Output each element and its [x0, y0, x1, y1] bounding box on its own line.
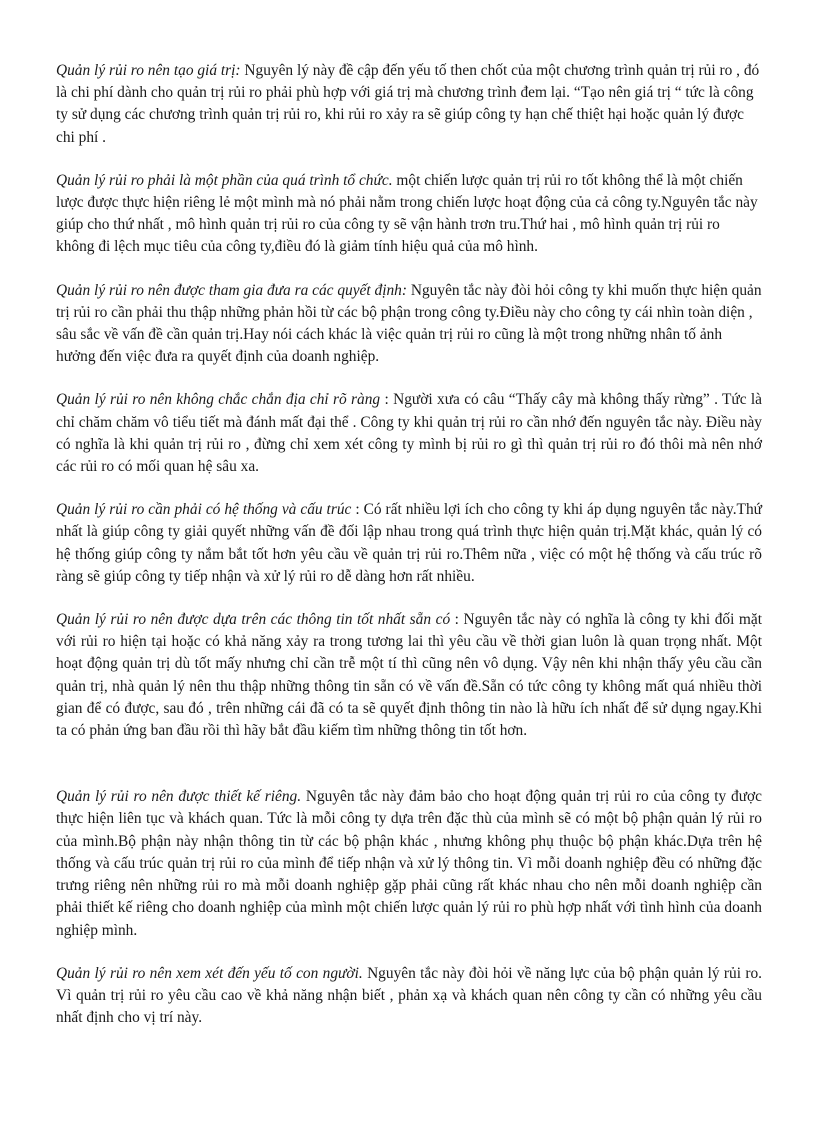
paragraph-create-value — [56, 60, 762, 149]
paragraph-tailored — [56, 786, 762, 941]
paragraph-body: : Người xưa có câu “Thấy cây mà không thấy rừng” . Tức là chỉ chăm chăm vô tiểu tiết mà đánh mất đại thể . Công ty khi quản trị rủi ro cần nhớ đến nguyên tắc này. Điều này có nghĩa là khi quản trị rủi ro , đừng chỉ xem xét công ty mình bị rủi ro gì thì quản trị rủi ro đó thôi mà nên nhớ các rủi ro có mối quan hệ sâu xa. — [56, 391, 762, 476]
paragraph-body: : Nguyên tắc này có nghĩa là công ty khi đối mặt với rủi ro hiện tại hoặc có khả năng xảy ra trong tương lai thì yêu cầu về thời gian luôn là quan trọng nhất. Một hoạt động quản trị dù tốt mấy nhưng chỉ cần trễ một tí thì cũng nên vô dụng. Vậy nên khi nhận thấy yêu cầu cần quản trị, nhà quản lý nên thu thập những thông tin sẵn có về vấn đề.Sẵn có tức công ty không mất quá nhiều thời gian để có được, sau đó , trên những cái đã có ta sẽ quyết định thông tin nào là hữu ích nhất để sử dụng ngay.Khi ta có phản ứng ban đầu rồi thì hãy bắt đầu kiếm tìm những thông tin tốt hơn. — [56, 611, 762, 740]
paragraph-heading: Quản lý rủi ro nên xem xét đến yếu tố con người. — [56, 964, 363, 982]
paragraph-body: một chiến lược quản trị rủi ro tốt không thể là một chiến lược được thực hiện riêng lẻ một mình mà nó phải nằm trong chiến lược hoạt động của cả công ty.Nguyên tắc này giúp cho thứ nhất , mô hình quản trị rủi ro của công ty sẽ vận hành trơn tru.Thứ hai , mô hình quản trị rủi ro không đi lệch mục tiêu của công ty,điều đó là giảm tính hiệu quả của mô hình. — [56, 171, 758, 256]
paragraph-heading: Quản lý rủi ro nên tạo giá trị: — [56, 62, 241, 79]
paragraph-heading: Quản lý rủi ro nên được thiết kế riêng. — [56, 788, 302, 806]
paragraph-heading: Quản lý rủi ro nên không chắc chắn địa chỉ rõ ràng — [56, 391, 381, 409]
paragraph-heading: Quản lý rủi ro phải là một phần của quá trình tổ chức. — [56, 171, 393, 189]
paragraph-human-factors — [56, 963, 762, 1030]
paragraph-heading: Quản lý rủi ro cần phải có hệ thống và cấu trúc — [56, 501, 352, 519]
paragraph-body: Nguyên lý này đề cập đến yếu tố then chốt của một chương trình quản trị rủi ro , đó là chi phí dành cho quản trị rủi ro phải phù hợp với giá trị mà chương trình đem lại. “Tạo nên giá trị “ tức là công ty sử dụng các chương trình quản trị rủi ro, khi rủi ro xảy ra sẽ giúp công ty hạn chế thiệt hại hoặc quản lý được chi phí . — [56, 62, 760, 146]
paragraph-best-information — [56, 609, 762, 742]
paragraph-body: Nguyên tắc này đảm bảo cho hoạt động quản trị rủi ro của công ty được thực hiện liên tục và khách quan. Tức là mỗi công ty dựa trên đặc thù của mình sẽ có một bộ phận quản lý rủi ro của mình.Bộ phận này nhận thông tin từ các bộ phận khác , nhưng không phụ thuộc bộ phận khác.Dựa trên hệ thống và cấu trúc quản trị rủi ro của mình để tiếp nhận và xử lý thông tin. Vì mỗi doanh nghiệp đều có những đặc trưng riêng nên những rủi ro mà mỗi doanh nghiệp gặp phải cũng rất khác nhau cho nên mỗi doanh nghiệp cần phải thiết kế riêng cho doanh nghiệp của mình một chiến lược quản lý rủi ro phù hợp nhất với tình hình của doanh nghiệp mình. — [56, 788, 763, 939]
paragraph-body: Nguyên tắc này đòi hỏi công ty khi muốn thực hiện quản trị rủi ro cần phải thu thập những phản hồi từ các bộ phận trong công ty.Điều này cho công ty cái nhìn toàn diện , sâu sắc về vấn đề cần quản trị.Hay nói cách khác là việc quản trị rủi ro cũng là một trong những nhân tố ảnh hưởng đến việc đưa ra quyết định của doanh nghiệp. — [56, 281, 762, 366]
paragraph-systematic-structure — [56, 499, 762, 588]
paragraph-body: : Có rất nhiều lợi ích cho công ty khi áp dụng nguyên tắc này.Thứ nhất là giúp công ty giải quyết những vấn đề đối lập nhau trong quá trình thực hiện quản trị.Mặt khác, quản lý có hệ thống giúp công ty nắm bắt tốt hơn yêu cầu về quản trị rủi ro.Thêm nữa , việc có một hệ thống và cấu trúc rõ ràng sẽ giúp công ty tiếp nhận và xử lý rủi ro dễ dàng hơn rất nhiều. — [56, 501, 762, 585]
document-page — [56, 60, 762, 1050]
paragraph-body: Nguyên tắc này đòi hỏi về năng lực của bộ phận quản lý rủi ro. Vì quản trị rủi ro yêu cầu cao về khả năng nhận biết , phản xạ và khách quan nên công ty cần có những yêu cầu nhất định cho vị trí này. — [56, 964, 762, 1027]
paragraph-decision-making — [56, 280, 762, 369]
paragraph-heading: Quản lý rủi ro nên được tham gia đưa ra các quyết định: — [56, 281, 408, 299]
paragraph-heading: Quản lý rủi ro nên được dựa trên các thông tin tốt nhất sẵn có — [56, 611, 451, 629]
paragraph-uncertainty — [56, 389, 762, 478]
paragraph-part-of-process — [56, 170, 762, 259]
